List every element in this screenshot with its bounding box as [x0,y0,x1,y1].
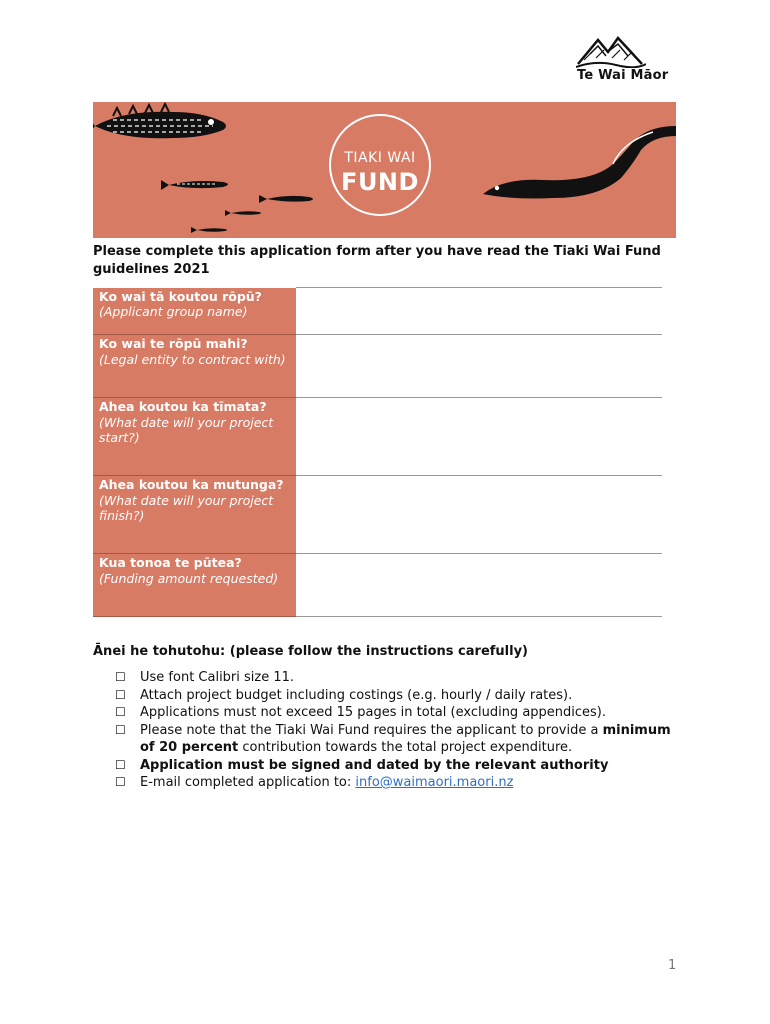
list-item [115,704,675,722]
instruction-emphasis: minimum of 20 percent [140,722,671,755]
list-item [115,757,675,775]
question-text: Ko wai tā koutou rōpū? [99,288,262,304]
small-fish-icon [161,180,228,190]
instruction-text: Applications must not exceed 15 pages in total (excluding appendices). [140,705,607,720]
instructions-heading: Ānei he tohutohu: (please follow the instructions carefully) [93,644,528,659]
checkbox-icon[interactable]: ☐ [115,775,126,789]
fund-title-line2: FUND [341,168,419,196]
list-item [115,669,675,687]
small-fish-icon [225,210,261,216]
fund-title-line1: TIAKI WAI [344,150,416,166]
small-fish-icon [259,195,313,203]
list-item [115,687,675,705]
table-row [93,398,662,476]
application-form-table [93,287,662,617]
page-number: 1 [668,958,677,973]
table-row [93,335,662,398]
small-fish-icon [191,227,227,233]
field-label-group-name [93,288,296,335]
email-link[interactable]: info@waimaori.maori.nz [355,775,514,790]
instructions-list [115,669,675,792]
checkbox-icon[interactable]: ☐ [115,757,126,772]
table-row [93,554,662,617]
organisation-logo [570,34,680,86]
translation-text: (Funding amount requested) [99,570,279,586]
translation-text: (What date will your project finish?) [99,492,274,524]
fund-logo-circle [329,114,431,216]
instruction-text: Please note that the Tiaki Wai Fund requires the applicant to provide a [140,722,603,738]
translation-text: (What date will your project start?) [99,414,274,446]
instruction-text: Application must be signed and dated by the relevant authority [140,757,609,773]
question-text: Kua tonoa te pūtea? [99,555,242,570]
logo-text: Te Wai Māor [577,68,669,83]
start-date-field[interactable] [296,398,662,476]
table-row [93,288,662,335]
mountain-logo-icon [576,34,646,68]
finish-date-field[interactable] [296,476,662,554]
intro-text: Please complete this application form after you have read the Tiaki Wai Fund guidelines 2021 [93,244,661,277]
field-label-start-date [93,398,296,476]
field-label-funding-amount [93,554,296,617]
question-text: Ahea koutou ka mutunga? [99,477,284,492]
field-label-legal-entity [93,335,296,398]
group-name-field[interactable] [296,288,662,335]
instruction-text: E-mail completed application to: [140,775,356,790]
instruction-text: Use font Calibri size 11. [140,670,295,685]
list-item [115,774,675,792]
table-row [93,476,662,554]
instruction-text: contribution towards the total project expenditure. [238,740,573,755]
eel-icon [483,126,676,199]
fund-banner [93,102,676,238]
question-text: Ko wai te rōpū mahi? [99,336,248,351]
translation-text: (Applicant group name) [99,304,248,320]
list-item [115,722,675,757]
question-text: Ahea koutou ka tīmata? [99,399,267,414]
large-fish-icon [93,104,226,138]
checkbox-icon[interactable]: ☐ [115,670,126,684]
checkbox-icon[interactable]: ☐ [115,687,126,702]
field-label-finish-date [93,476,296,554]
checkbox-icon[interactable]: ☐ [115,705,126,719]
funding-amount-field[interactable] [296,554,662,617]
instruction-text: Attach project budget including costings (e.g. hourly / daily rates). [140,687,573,703]
checkbox-icon[interactable]: ☐ [115,722,126,737]
legal-entity-field[interactable] [296,335,662,398]
translation-text: (Legal entity to contract with) [99,351,286,367]
